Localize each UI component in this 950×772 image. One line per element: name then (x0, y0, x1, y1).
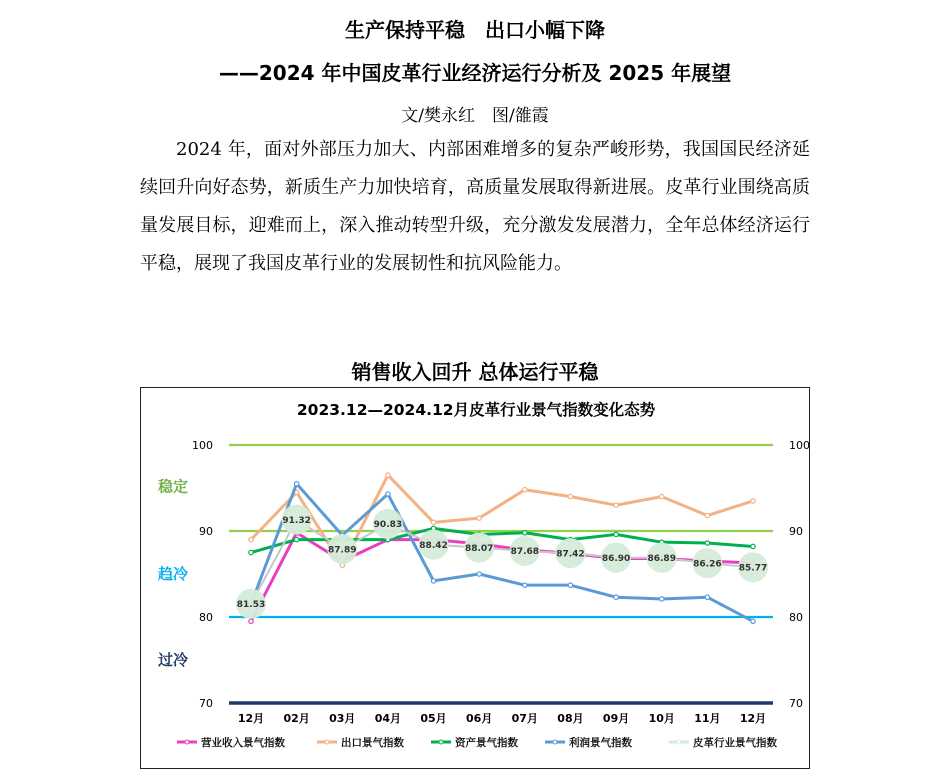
y-tick-left: 80 (199, 611, 213, 624)
x-tick-label: 02月 (283, 712, 310, 725)
series-point (249, 619, 253, 623)
byline: 文/樊永红 图/雒霞 (401, 106, 549, 126)
series-point (431, 520, 435, 524)
legend-marker (185, 740, 189, 744)
y-tick-right: 70 (789, 697, 803, 710)
x-tick-label: 12月 (237, 712, 265, 725)
data-label: 88.07 (464, 543, 494, 554)
data-label: 85.77 (738, 563, 768, 574)
chart-svg (141, 388, 811, 770)
x-tick-label: 03月 (329, 712, 356, 725)
x-tick-label: 12月 (739, 712, 767, 725)
zone-label: 趋冷 (157, 565, 189, 583)
x-tick-label: 04月 (374, 712, 402, 725)
series-point (431, 579, 435, 583)
series-point (705, 513, 709, 517)
data-label: 87.68 (510, 547, 540, 558)
series-point (660, 597, 664, 601)
data-label: 87.42 (556, 549, 585, 560)
series-point (477, 516, 481, 520)
data-label: 91.32 (282, 515, 311, 526)
series-point (705, 541, 709, 545)
series-point (386, 473, 390, 477)
y-tick-left: 100 (192, 439, 213, 452)
x-tick-label: 08月 (557, 712, 584, 725)
legend-label: 利润景气指数 (569, 737, 632, 749)
intro-paragraph: 2024 年，面对外部压力加大、内部困难增多的复杂严峻形势，我国国民经济延续回升向好态势，新质生产力加快培育，高质量发展取得新进展。皮革行业围绕高质量发展目标，迎难而上，深入推动转型升级，充分激发发展潜力，全年总体经济运行平稳，展现了我国皮革行业的发展韧性和抗风险能力。 (140, 139, 810, 274)
series-point (614, 595, 618, 599)
legend-label: 营业收入景气指数 (201, 737, 285, 749)
x-tick-label: 07月 (511, 712, 538, 725)
x-tick-label: 10月 (648, 712, 675, 725)
data-label: 90.83 (373, 520, 403, 531)
legend-marker (439, 740, 443, 744)
x-tick-label: 05月 (420, 712, 447, 725)
legend-marker (325, 740, 329, 744)
series-point (568, 494, 572, 498)
article-title: 生产保持平稳 出口小幅下降 (345, 18, 605, 42)
series-point (386, 492, 390, 496)
series-point (523, 531, 527, 535)
legend-label: 出口景气指数 (341, 737, 404, 749)
series-line (251, 533, 753, 622)
data-label: 86.26 (693, 559, 722, 570)
series-point (523, 488, 527, 492)
data-label: 86.89 (647, 553, 676, 564)
series-point (614, 532, 618, 536)
legend-label: 皮革行业景气指数 (693, 737, 777, 749)
data-label: 87.89 (328, 545, 357, 556)
series-point (751, 619, 755, 623)
series-point (477, 572, 481, 576)
section-heading: 销售收入回升 总体运行平稳 (351, 360, 599, 384)
series-point (660, 494, 664, 498)
zone-label: 稳定 (157, 477, 189, 496)
series-point (294, 482, 298, 486)
x-tick-label: 11月 (694, 712, 721, 725)
y-tick-right: 80 (789, 611, 803, 624)
data-label: 88.42 (419, 540, 448, 551)
legend-marker (553, 740, 557, 744)
zone-label: 过冷 (157, 651, 189, 669)
data-label: 81.53 (236, 600, 266, 611)
x-tick-label: 09月 (602, 712, 630, 725)
data-label: 86.90 (601, 553, 631, 564)
y-tick-left: 90 (199, 525, 213, 538)
article-subtitle: ——2024 年中国皮革行业经济运行分析及 2025 年展望 (218, 61, 732, 85)
series-point (249, 550, 253, 554)
series-point (751, 499, 755, 503)
series-point (568, 583, 572, 587)
y-tick-left: 70 (199, 697, 213, 710)
chart-frame (140, 387, 810, 769)
series-point (614, 503, 618, 507)
series-point (294, 537, 298, 541)
legend-label: 资产景气指数 (455, 737, 518, 749)
y-tick-right: 100 (789, 439, 810, 452)
legend-marker (677, 740, 681, 744)
series-point (523, 583, 527, 587)
y-tick-right: 90 (789, 525, 803, 538)
series-point (249, 537, 253, 541)
chart-title: 2023.12—2024.12月皮革行业景气指数变化态势 (296, 401, 656, 419)
series-point (705, 595, 709, 599)
series-point (751, 544, 755, 548)
x-tick-label: 06月 (466, 712, 493, 725)
